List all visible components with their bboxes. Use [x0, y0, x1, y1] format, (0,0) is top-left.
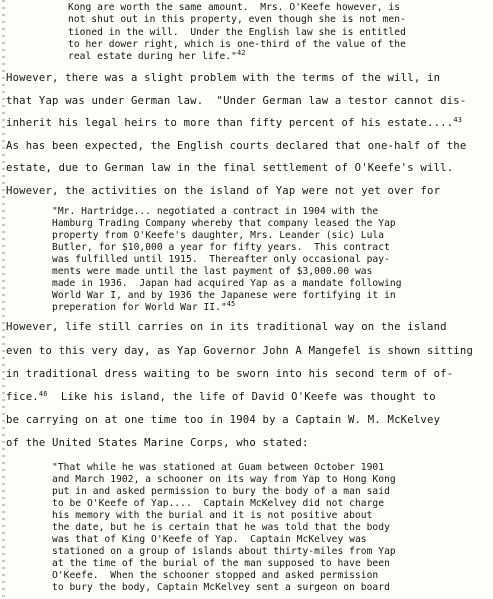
- quote-line: World War I, and by 1936 the Japanese were fortifying it in: [52, 290, 396, 301]
- scan-margin-mark: [2, 0, 5, 599]
- quote-line: was that of King O'Keefe of Yap. Captain McKelvey was: [52, 534, 367, 545]
- body-line: estate, due to German law in the final settlement of O'Keefe's will.: [6, 162, 454, 174]
- body-line: that Yap was under German law. "Under German law a testor cannot dis-: [6, 95, 467, 107]
- quote-line: was fulfilled until 1915. Thereafter only occasional pay-: [52, 254, 390, 265]
- footnote-marker: 43: [453, 116, 463, 124]
- quote-line: preperation for World War II."$^{45}$: [52, 300, 236, 313]
- quote-line: put in and asked permission to bury the body of a man said: [52, 486, 390, 497]
- body-line: be carrying on at one time too in 1904 by a Captain W. M. McKelvey: [6, 414, 441, 426]
- quote-line: to bury the body, Captain McKelvey sent a surgeon on board: [52, 582, 390, 593]
- body-line: even to this very day, as Yap Governor John A Mangefel is shown sitting: [6, 345, 474, 357]
- quote-line: stationed on a group of islands about thirty-miles from Yap: [52, 546, 396, 557]
- quote-line: to her dower right, which is one-third of the value of the: [68, 39, 406, 50]
- quote-line: to be O'Keefe of Yap.... Captain McKelvey did not charge: [52, 498, 385, 509]
- body-line: of the United States Marine Corps, who stated:: [6, 437, 309, 449]
- quote-line: his memory with the burial and it is not positive about: [52, 510, 373, 521]
- quote-line: the date, but he is certain that he was told that the body: [52, 522, 390, 533]
- quote-line: real estate during her life."$^{42}$: [68, 49, 246, 62]
- quote-line: "That while he was stationed at Guam between October 1901: [52, 462, 385, 473]
- body-line: fice.$^{46}$ Like his island, the life of David O'Keefe was thought to: [6, 390, 436, 403]
- quote-line: Butler, for $10,000 a year for fifty years. This contract: [52, 242, 390, 253]
- body-line: inherit his legal heirs to more than fifty percent of his estate....$^{43}$: [6, 116, 463, 129]
- footnote-marker: 46: [38, 390, 48, 398]
- body-line: However, the activities on the island of Yap were not yet over for: [6, 185, 441, 197]
- quote-line: made in 1936. Japan had acquired Yap as a mandate following: [52, 278, 402, 289]
- body-line: in traditional dress waiting to be sworn into his second term of of-: [6, 368, 454, 380]
- quote-line: Kong are worth the same amount. Mrs. O'Keefe however, is: [68, 2, 401, 13]
- footnote-marker: 45: [226, 300, 236, 308]
- quote-line: tioned in the will. Under the English law she is entitled: [68, 27, 406, 38]
- footnote-marker: 42: [236, 49, 246, 57]
- body-line: As has been expected, the English courts declared that one-half of the: [6, 140, 467, 152]
- quote-line: Hamburg Trading Company whereby that company leased the Yap: [52, 218, 396, 229]
- quote-line: "Mr. Hartridge... negotiated a contract in 1904 with the: [52, 206, 379, 217]
- body-line: However, there was a slight problem with the terms of the will, in: [6, 72, 441, 84]
- quote-line: and March 1902, a schooner on its way from Yap to Hong Kong: [52, 474, 396, 485]
- body-line: However, life still carries on in its traditional way on the island: [6, 321, 447, 333]
- quote-line: O'Keefe. When the schooner stopped and asked permission: [52, 570, 379, 581]
- quote-line: property from O'Keefe's daughter, Mrs. Leander (sic) Lula: [52, 230, 385, 241]
- quote-line: at the time of the burial of the man supposed to have been: [52, 558, 390, 569]
- quote-line: ments were made until the last payment of $3,000.00 was: [52, 266, 373, 277]
- quote-line: not shut out in this property, even though she is not men-: [68, 14, 406, 25]
